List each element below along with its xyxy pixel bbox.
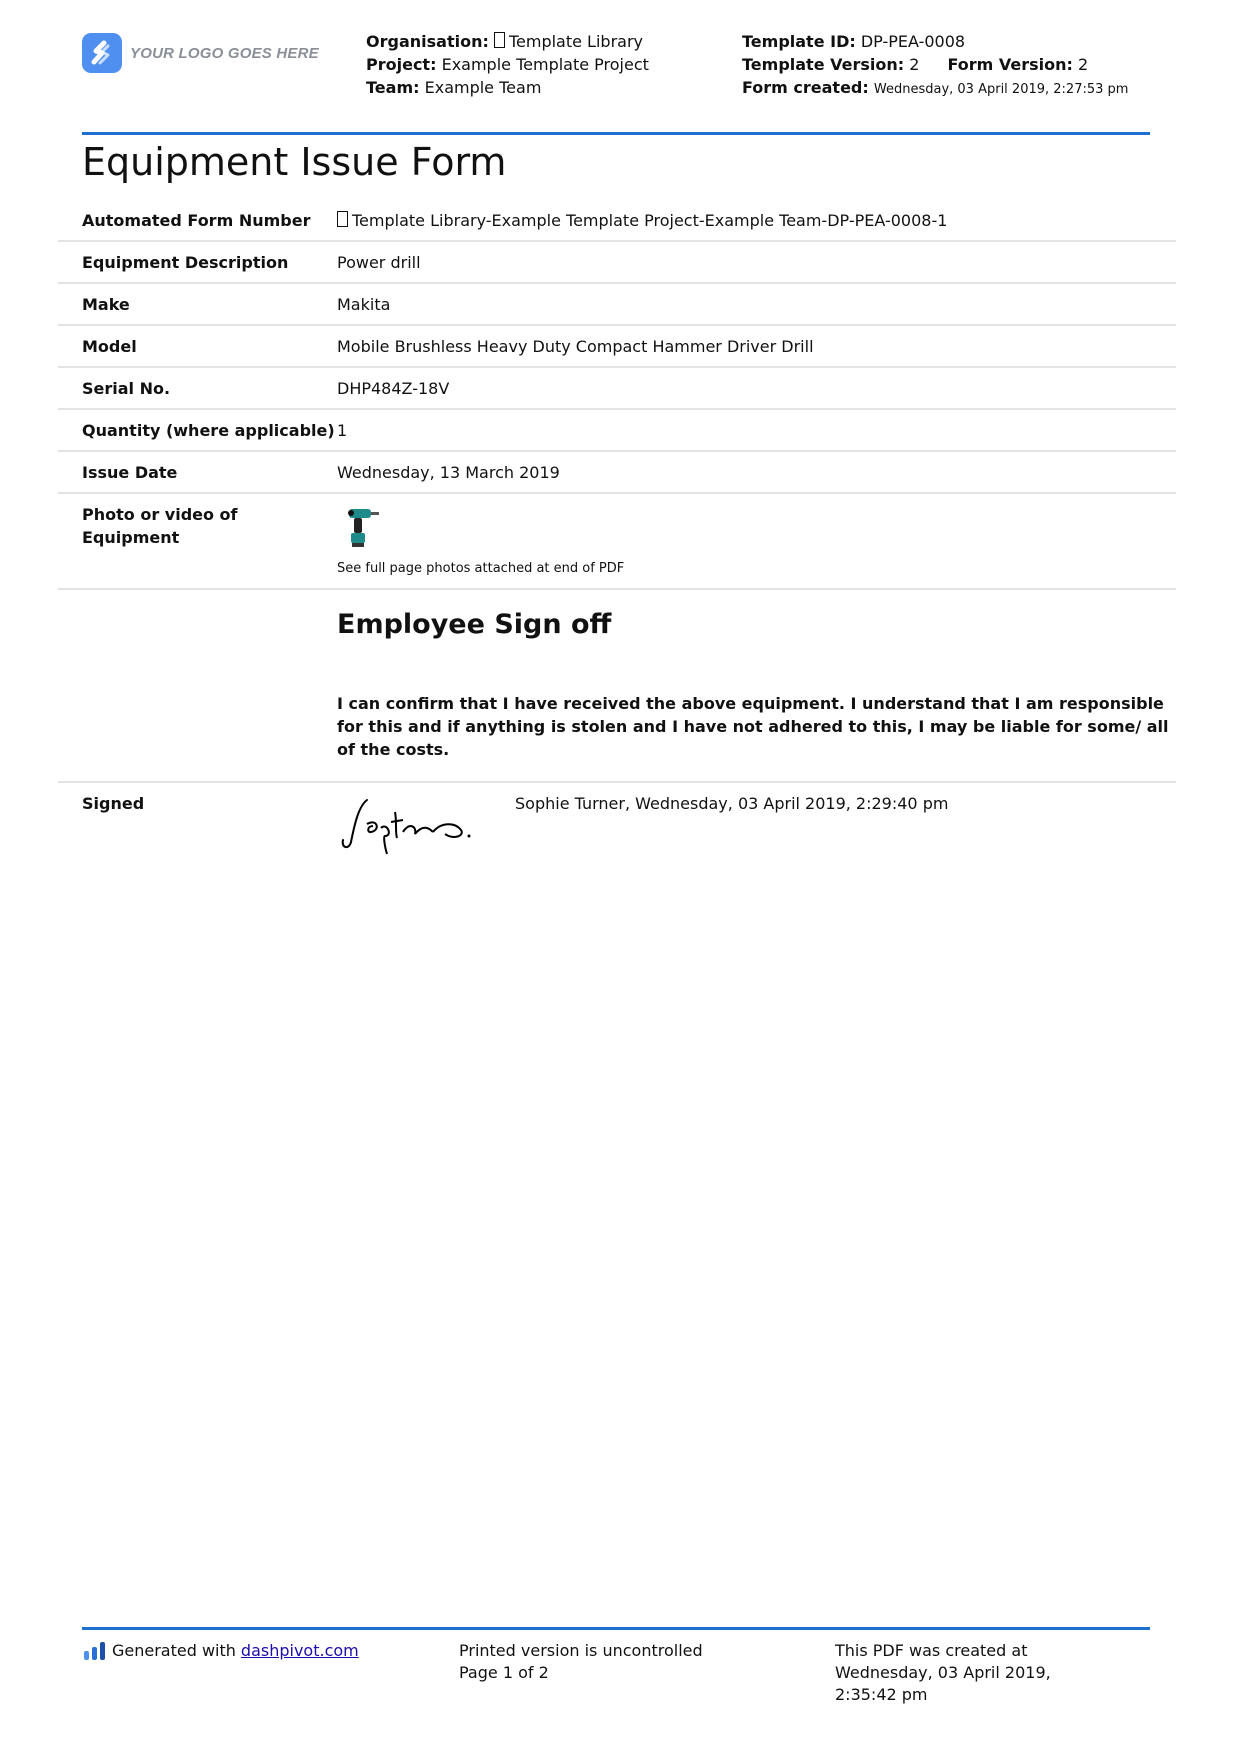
page-number: Page 1 of 2 <box>459 1663 549 1682</box>
signed-value: Sophie Turner, Wednesday, 03 April 2019, 2:29:40 pm <box>515 794 949 813</box>
footer-generated <box>84 1640 359 1662</box>
company-logo <box>82 33 319 73</box>
model-value: Mobile Brushless Heavy Duty Compact Hammer Driver Drill <box>337 337 814 356</box>
table-row <box>58 410 1176 452</box>
signoff-section <box>58 590 1176 783</box>
created-prefix: This PDF was created at <box>835 1641 1028 1660</box>
page-title: Equipment Issue Form <box>82 140 507 184</box>
issue-date-label: Issue Date <box>82 463 178 482</box>
table-row <box>58 284 1176 326</box>
header-org-info <box>366 30 649 99</box>
missing-glyph-icon <box>494 32 505 48</box>
header-divider <box>82 132 1150 135</box>
signoff-statement: I can confirm that I have received the above equipment. I understand that I am responsible for this and if anything is stolen and I have not adhered to this, I may be liable for some/ all of the costs. <box>337 694 1169 759</box>
make-value: Makita <box>337 295 391 314</box>
serial-value: DHP484Z-18V <box>337 379 450 398</box>
footer-created <box>835 1640 1095 1706</box>
team-label: Team: <box>366 78 420 97</box>
signature-image <box>337 792 507 862</box>
footer-page-info <box>459 1640 703 1684</box>
template-version-value: 2 <box>909 55 920 74</box>
template-id-value: DP-PEA-0008 <box>860 32 966 51</box>
form-created-label: Form created: <box>742 78 869 97</box>
table-row <box>58 200 1176 242</box>
organisation-label: Organisation: <box>366 32 489 51</box>
form-version-value: 2 <box>1077 55 1089 74</box>
generated-prefix: Generated with <box>112 1641 236 1660</box>
form-number-label: Automated Form Number <box>82 211 311 230</box>
team-value: Example Team <box>424 78 542 97</box>
table-row <box>58 242 1176 284</box>
model-label: Model <box>82 337 137 356</box>
logo-icon <box>82 33 122 73</box>
organisation-value: Template Library <box>508 32 643 51</box>
table-row <box>58 368 1176 410</box>
table-row <box>58 326 1176 368</box>
project-label: Project: <box>366 55 437 74</box>
bar-chart-icon <box>84 1642 106 1660</box>
created-value: Wednesday, 03 April 2019, 2:35:42 pm <box>835 1663 1051 1704</box>
footer-divider <box>82 1627 1150 1630</box>
signoff-heading: Employee Sign off <box>337 609 612 640</box>
description-label: Equipment Description <box>82 253 289 272</box>
photo-note: See full page photos attached at end of PDF <box>337 561 625 576</box>
form-number-value: Template Library-Example Template Project-Example Team-DP-PEA-0008-1 <box>352 211 948 230</box>
serial-label: Serial No. <box>82 379 171 398</box>
signed-label: Signed <box>82 794 145 813</box>
template-version-label: Template Version: <box>742 55 905 74</box>
table-row <box>58 452 1176 494</box>
dashpivot-link[interactable]: dashpivot.com <box>240 1641 359 1660</box>
project-value: Example Template Project <box>441 55 649 74</box>
drill-icon <box>337 503 381 549</box>
uncontrolled-note: Printed version is uncontrolled <box>459 1641 703 1660</box>
table-row <box>58 783 1176 870</box>
equipment-photo-thumbnail[interactable] <box>337 503 381 549</box>
missing-glyph-icon <box>337 211 348 227</box>
logo-text: YOUR LOGO GOES HERE <box>130 44 319 62</box>
table-row <box>58 494 1176 590</box>
template-id-label: Template ID: <box>742 32 856 51</box>
header-template-info <box>742 30 1142 101</box>
make-label: Make <box>82 295 130 314</box>
issue-date-value: Wednesday, 13 March 2019 <box>337 463 560 482</box>
photo-label: Photo or video of Equipment <box>82 505 238 547</box>
form-fields-table <box>58 200 1176 870</box>
quantity-label: Quantity (where applicable) <box>82 421 335 440</box>
quantity-value: 1 <box>337 421 348 440</box>
description-value: Power drill <box>337 253 421 272</box>
form-version-label: Form Version: <box>947 55 1073 74</box>
form-created-value: Wednesday, 03 April 2019, 2:27:53 pm <box>873 82 1129 97</box>
